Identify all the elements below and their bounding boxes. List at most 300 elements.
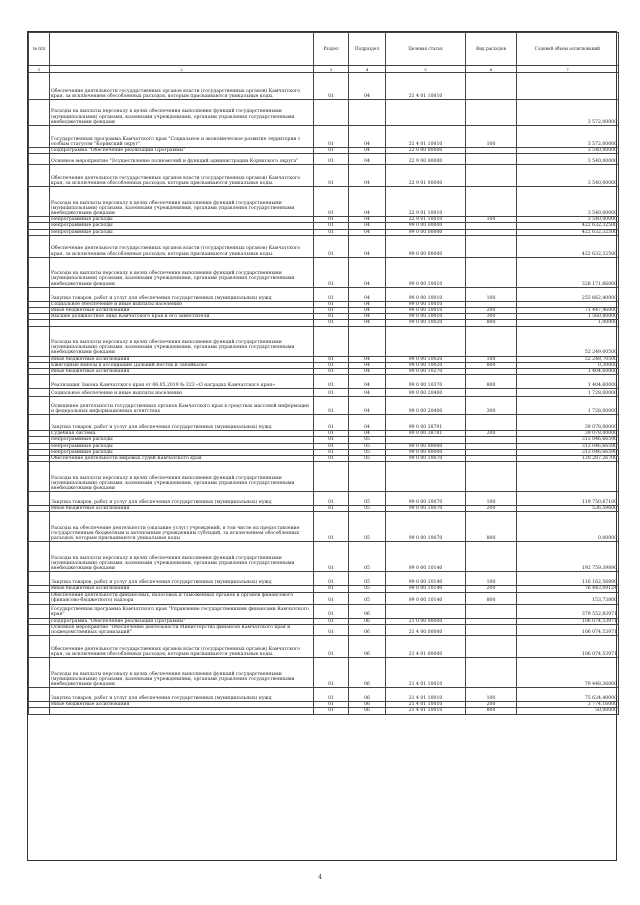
cell-target: 99 0 00 10070 (386, 456, 466, 462)
cell-amount: 52 249,00500 (517, 326, 619, 356)
header-row (29, 33, 619, 66)
cell-subsection: 05 (349, 586, 386, 592)
cell-expense-type: 800 (466, 362, 517, 368)
cell-name: Подпрограмма "Обеспечение реализации Программы" (50, 618, 314, 624)
cell-name: Расходы на выплаты персоналу в целях обеспечения выполнения функций государственными (муниципальными) органами, казенными учреждениями, органами управления государственными внебюджетными фондами (50, 542, 314, 572)
cell-subsection: 05 (349, 506, 386, 512)
cell-target: 99 0 00 00000 (386, 449, 466, 455)
cell-subsection: 04 (349, 217, 386, 223)
cell-target: 99 0 00 10270 (386, 369, 466, 375)
cell-subsection: 05 (349, 456, 386, 462)
cell-target: 99 0 00 20400 (386, 389, 466, 397)
cell-name: Расходы на выплаты персоналу в целях обеспечения выполнения функций государственными (муниципальными) органами, казенными учреждениями, органами управления государственными внебюджетными фондами (50, 462, 314, 492)
cell-expense-type (466, 326, 517, 356)
cell-expense-type (466, 542, 517, 572)
cell-amount: 1 560,80000 (517, 314, 619, 320)
cell-expense-type: 800 (466, 320, 517, 326)
cell-name: Иные бюджетные ассигнования (50, 586, 314, 592)
cell-subsection: 04 (349, 257, 386, 287)
cell-name: Расходы на обеспечение деятельности (оказание услуг) учреждений, в том числе на предоставление государственным бюджетным и автономным учреждениям субсидий, за исключением обособленных расходов, которым присваиваются уникальные коды (50, 512, 314, 542)
cell-name (50, 708, 314, 714)
table-row (29, 542, 619, 572)
cell-section: 01 (314, 229, 349, 235)
cell-no (29, 235, 50, 257)
cell-expense-type (466, 73, 517, 100)
cell-section: 01 (314, 235, 349, 257)
cell-target: 22 9 01 10010 (386, 187, 466, 217)
header-subsection: Подраздел (349, 33, 386, 66)
cell-name: Закупка товаров, работ и услуг для обеспечения государственных (муниципальных) нужд (50, 492, 314, 506)
cell-no (29, 462, 50, 492)
cell-amount: 313 046,66590 (517, 449, 619, 455)
table-row (29, 154, 619, 165)
cell-section: 01 (314, 126, 349, 148)
cell-name: Непрограммные расходы (50, 437, 314, 443)
cell-amount: 536,59600 (517, 506, 619, 512)
cell-expense-type: 800 (466, 512, 517, 542)
cell-name: Социальное обеспечение и иные выплаты населению (50, 389, 314, 397)
cell-name: Закупка товаров, работ и услуг для обеспечения государственных (муниципальных) нужд (50, 287, 314, 301)
cell-subsection (349, 326, 386, 356)
cell-name: Обеспечение деятельности государственных органов власти (государственных органов) Камчатского края, за исключением обособленных расходов, которым присваиваются уникальные коды. (50, 636, 314, 658)
cell-no (29, 257, 50, 287)
cell-subsection: 04 (349, 223, 386, 229)
cell-section: 01 (314, 492, 349, 506)
cell-section: 01 (314, 308, 349, 314)
table-row (29, 636, 619, 658)
cell-amount: 328 171,66000 (517, 257, 619, 287)
cell-subsection: 05 (349, 592, 386, 604)
cell-amount: 71 447,46000 (517, 308, 619, 314)
cell-no (29, 708, 50, 714)
cell-amount: 3 572,00000 (517, 126, 619, 148)
cell-amount: 76 443,09124 (517, 586, 619, 592)
cell-no (29, 415, 50, 431)
cell-expense-type: 100 (466, 688, 517, 702)
cell-amount: 313 046,66590 (517, 443, 619, 449)
cell-amount: 3 540,00000 (517, 187, 619, 217)
cell-name: Судебная система (50, 431, 314, 437)
cell-section: 01 (314, 618, 349, 624)
cell-target (386, 462, 466, 492)
cell-amount: 52 248,70500 (517, 356, 619, 362)
cell-name: Иные бюджетные ассигнования (50, 506, 314, 512)
cell-amount: 1 404,60000 (517, 369, 619, 375)
cell-section: 01 (314, 314, 349, 320)
cell-subsection: 04 (349, 369, 386, 375)
cell-expense-type: 100 (466, 126, 517, 148)
cell-target: 99 0 00 00000 (386, 443, 466, 449)
cell-name: Обеспечение деятельности финансовых, налоговых и таможенных органов и органов финансового (финансово-бюджетного) надзора (50, 592, 314, 604)
cell-subsection: 04 (349, 126, 386, 148)
cell-expense-type: 100 (466, 287, 517, 301)
cell-section: 01 (314, 154, 349, 165)
cell-section: 01 (314, 636, 349, 658)
cell-subsection: 04 (349, 356, 386, 362)
cell-name: Непрограммные расходы (50, 229, 314, 235)
cell-no (29, 492, 50, 506)
cell-section: 01 (314, 301, 349, 307)
table-row (29, 462, 619, 492)
cell-section: 01 (314, 456, 349, 462)
cell-section: 01 (314, 688, 349, 702)
cell-no (29, 165, 50, 187)
cell-expense-type (466, 389, 517, 397)
cell-subsection: 04 (349, 154, 386, 165)
cell-name: Иные бюджетные ассигнования (50, 308, 314, 314)
cell-amount: 1 728,00000 (517, 397, 619, 415)
cell-section: 01 (314, 362, 349, 368)
cell-section: 01 (314, 397, 349, 415)
cell-target: 99 0 00 10010 (386, 287, 466, 301)
cell-expense-type (466, 257, 517, 287)
col-num-4: 4 (349, 66, 386, 73)
cell-target (386, 326, 466, 356)
cell-name: Непрограммные расходы (50, 449, 314, 455)
cell-amount: 379 552,83971 (517, 604, 619, 618)
cell-amount: 116 162,56890 (517, 572, 619, 586)
col-num-2: 2 (50, 66, 314, 73)
cell-section: 01 (314, 542, 349, 572)
cell-expense-type: 300 (466, 397, 517, 415)
cell-section: 01 (314, 592, 349, 604)
cell-no (29, 636, 50, 658)
cell-target: 99 0 00 10020 (386, 362, 466, 368)
cell-expense-type: 200 (466, 308, 517, 314)
header-amount: Годовой объем ассигнований (517, 33, 619, 66)
page-number: 4 (318, 874, 322, 881)
cell-amount (517, 462, 619, 492)
cell-subsection: 05 (349, 449, 386, 455)
cell-amount: 153,73800 (517, 592, 619, 604)
table-row (29, 415, 619, 431)
cell-target: 99 0 00 10020 (386, 356, 466, 362)
cell-target: 99 0 00 20400 (386, 397, 466, 415)
budget-table-page (27, 31, 617, 861)
cell-name: Подпрограмма "Обеспечение реализации Программы" (50, 148, 314, 154)
cell-section: 01 (314, 73, 349, 100)
cell-subsection: 06 (349, 702, 386, 708)
cell-expense-type: 200 (466, 702, 517, 708)
cell-target: 99 0 00 38701 (386, 431, 466, 437)
cell-section: 01 (314, 389, 349, 397)
cell-section: 01 (314, 443, 349, 449)
cell-amount: 192 759,39890 (517, 542, 619, 572)
header-target: Целевая статья (386, 33, 466, 66)
table-row (29, 287, 619, 301)
cell-section: 01 (314, 257, 349, 287)
cell-target (386, 100, 466, 126)
cell-section: 01 (314, 415, 349, 431)
cell-expense-type: 100 (466, 492, 517, 506)
cell-expense-type: 200 (466, 586, 517, 592)
cell-no (29, 389, 50, 397)
cell-amount: 255 662,40000 (517, 287, 619, 301)
cell-expense-type (466, 187, 517, 217)
cell-expense-type: 100 (466, 572, 517, 586)
table-row (29, 624, 619, 635)
cell-expense-type (466, 415, 517, 431)
cell-expense-type: 100 (466, 217, 517, 223)
cell-no (29, 126, 50, 148)
cell-section: 01 (314, 356, 349, 362)
cell-subsection: 04 (349, 235, 386, 257)
cell-no (29, 572, 50, 586)
table-row (29, 397, 619, 415)
cell-expense-type (466, 235, 517, 257)
cell-expense-type: 800 (466, 708, 517, 714)
cell-section: 01 (314, 375, 349, 389)
table-body (29, 73, 619, 715)
cell-target (386, 604, 466, 618)
cell-subsection: 06 (349, 658, 386, 688)
column-number-row (29, 66, 619, 73)
table-row (29, 708, 619, 714)
cell-amount: 39 078,00000 (517, 415, 619, 431)
cell-subsection: 05 (349, 437, 386, 443)
cell-name: Непрограммные расходы (50, 443, 314, 449)
cell-section: 01 (314, 217, 349, 223)
cell-target: 22 9 01 10010 (386, 217, 466, 223)
cell-amount: 75 624,40000 (517, 688, 619, 702)
table-row (29, 512, 619, 542)
table-row (29, 235, 619, 257)
cell-subsection: 06 (349, 624, 386, 635)
cell-target: 99 0 00 10070 (386, 512, 466, 542)
table-row (29, 73, 619, 100)
cell-no (29, 397, 50, 415)
table-row (29, 257, 619, 287)
cell-expense-type (466, 462, 517, 492)
cell-section: 01 (314, 658, 349, 688)
cell-section: 01 (314, 586, 349, 592)
cell-target: 99 0 00 10010 (386, 308, 466, 314)
cell-subsection: 04 (349, 301, 386, 307)
cell-amount: 106 074,53971 (517, 636, 619, 658)
cell-amount: 0,00000 (517, 512, 619, 542)
table-row (29, 658, 619, 688)
cell-amount: 313 046,66590 (517, 437, 619, 443)
cell-subsection: 04 (349, 73, 386, 100)
table-row (29, 165, 619, 187)
cell-section: 01 (314, 431, 349, 437)
cell-no (29, 326, 50, 356)
cell-section: 01 (314, 187, 349, 217)
cell-subsection (349, 100, 386, 126)
cell-expense-type (466, 604, 517, 618)
cell-amount: 120 287,26700 (517, 456, 619, 462)
cell-amount: 119 750,67100 (517, 492, 619, 506)
cell-section: 01 (314, 604, 349, 618)
cell-subsection: 04 (349, 229, 386, 235)
cell-subsection: 05 (349, 542, 386, 572)
cell-subsection: 05 (349, 572, 386, 586)
cell-name: Обеспечение деятельности государственных органов власти (государственных органов) Камчатского края, за исключением обособленных расходов, которым присваиваются уникальные коды. (50, 165, 314, 187)
cell-target: 21 0 00 00000 (386, 618, 466, 624)
cell-amount: 1 404,60000 (517, 375, 619, 389)
cell-name: Закупка товаров, работ и услуг для обеспечения государственных (муниципальных) нужд (50, 572, 314, 586)
cell-amount: 106 074,53971 (517, 618, 619, 624)
cell-section: 01 (314, 624, 349, 635)
cell-amount: 3 774,16000 (517, 702, 619, 708)
cell-target: 99 0 00 10070 (386, 492, 466, 506)
cell-target: 99 0 00 00000 (386, 235, 466, 257)
cell-no (29, 604, 50, 618)
table-row (29, 187, 619, 217)
cell-section: 01 (314, 287, 349, 301)
cell-name: Реализация Закона Камчатского края от 06.05.2019 № 323 «О наградах Камчатского края» (50, 375, 314, 389)
cell-no (29, 375, 50, 389)
cell-target: 21 4 01 10010 (386, 126, 466, 148)
header-section: Раздел (314, 33, 349, 66)
cell-no (29, 624, 50, 635)
cell-amount: 3 540,00000 (517, 165, 619, 187)
cell-target: 21 4 01 10010 (386, 702, 466, 708)
cell-no (29, 100, 50, 126)
cell-subsection: 05 (349, 512, 386, 542)
cell-expense-type: 300 (466, 314, 517, 320)
cell-name: Расходы на выплаты персоналу в целях обеспечения выполнения функций государственными (муниципальными) органами, казенными учреждениями, органами управления государственными внебюджетными фондами (50, 326, 314, 356)
cell-subsection: 04 (349, 148, 386, 154)
cell-target: 99 0 00 00000 (386, 229, 466, 235)
cell-amount: 422 632,32500 (517, 235, 619, 257)
cell-target: 99 0 00 10140 (386, 592, 466, 604)
cell-name: Государственная программа Камчатского края "Социальное и экономическое развитие территории с особым статусом "Корякский округ" (50, 126, 314, 148)
table-row (29, 389, 619, 397)
cell-subsection: 06 (349, 708, 386, 714)
cell-subsection: 04 (349, 308, 386, 314)
cell-subsection: 04 (349, 415, 386, 431)
cell-expense-type (466, 658, 517, 688)
cell-name: Государственная программа Камчатского края "Управление государственными финансами Камчатского края" (50, 604, 314, 618)
cell-subsection: 04 (349, 375, 386, 389)
cell-subsection: 06 (349, 618, 386, 624)
cell-expense-type (466, 165, 517, 187)
cell-target: 21 4 01 10010 (386, 688, 466, 702)
cell-expense-type (466, 624, 517, 635)
cell-section: 01 (314, 449, 349, 455)
cell-name: Высшее должностное лицо Камчатского края и его заместители (50, 314, 314, 320)
cell-expense-type: 100 (466, 356, 517, 362)
table-row (29, 375, 619, 389)
cell-target: 99 0 00 10140 (386, 586, 466, 592)
cell-name: Непрограммные расходы (50, 217, 314, 223)
cell-no (29, 73, 50, 100)
cell-subsection: 04 (349, 187, 386, 217)
cell-target: 99 0 00 10140 (386, 572, 466, 586)
cell-amount: 3 540,00000 (517, 154, 619, 165)
cell-target: 22 9 01 00000 (386, 165, 466, 187)
cell-expense-type (466, 100, 517, 126)
cell-expense-type: 800 (466, 375, 517, 389)
cell-expense-type (466, 636, 517, 658)
cell-name: Социальное обеспечение и иные выплаты населению (50, 301, 314, 307)
cell-target: 99 0 00 38701 (386, 415, 466, 431)
cell-section: 01 (314, 369, 349, 375)
cell-target: 99 0 00 10020 (386, 320, 466, 326)
cell-target: 21 4 00 00000 (386, 624, 466, 635)
cell-name: Иные бюджетные ассигнования (50, 356, 314, 362)
table-row (29, 592, 619, 604)
cell-name: Расходы на выплаты персоналу в целях обеспечения выполнения функций государственными (муниципальными) органами, казенными учреждениями, органами управления государственными внебюджетными фондами (50, 257, 314, 287)
cell-target: 22 9 00 00000 (386, 154, 466, 165)
cell-amount: 1,00000 (517, 320, 619, 326)
cell-section: 01 (314, 708, 349, 714)
cell-no (29, 187, 50, 217)
cell-section: 01 (314, 702, 349, 708)
header-no: № п/п (29, 33, 50, 66)
cell-no (29, 592, 50, 604)
cell-amount: 3 540,00000 (517, 148, 619, 154)
col-num-7: 7 (517, 66, 619, 73)
cell-expense-type: 200 (466, 431, 517, 437)
cell-target: 99 0 00 10140 (386, 542, 466, 572)
cell-subsection: 04 (349, 431, 386, 437)
cell-no (29, 287, 50, 301)
cell-name: Освещение деятельности государственных органов Камчатского края в средствах массовой информации и федеральных информационных агентствах (50, 397, 314, 415)
cell-subsection (349, 462, 386, 492)
cell-section: 01 (314, 437, 349, 443)
cell-subsection: 04 (349, 389, 386, 397)
cell-subsection: 04 (349, 287, 386, 301)
cell-amount: 79 448,36000 (517, 658, 619, 688)
cell-subsection: 05 (349, 492, 386, 506)
cell-subsection: 04 (349, 320, 386, 326)
cell-no (29, 688, 50, 702)
cell-amount (517, 73, 619, 100)
table-row (29, 572, 619, 586)
cell-name: Основное мероприятие "Обеспечение деятельности Министерства финансов Камчатского края и подведомственных организаций" (50, 624, 314, 635)
cell-section: 01 (314, 165, 349, 187)
cell-amount: 3 572,00000 (517, 100, 619, 126)
cell-amount: 422 632,32500 (517, 229, 619, 235)
cell-amount: 1 728,00000 (517, 389, 619, 397)
cell-section: 01 (314, 512, 349, 542)
cell-name: Иные бюджетные ассигнования (50, 702, 314, 708)
cell-target: 99 0 00 10370 (386, 375, 466, 389)
cell-name: Закупка товаров, работ и услуг для обеспечения государственных (муниципальных) нужд (50, 415, 314, 431)
cell-subsection: 04 (349, 314, 386, 320)
cell-no (29, 658, 50, 688)
cell-target: 22 0 00 00000 (386, 148, 466, 154)
cell-amount: 106 074,53971 (517, 624, 619, 635)
cell-section (314, 326, 349, 356)
cell-target: 21 4 01 10010 (386, 658, 466, 688)
col-num-6: 6 (466, 66, 517, 73)
cell-section: 01 (314, 223, 349, 229)
cell-name: Обеспечение деятельности государственных органов власти (государственных органов) Камчатского края, за исключением обособленных расходов, которым присваиваются уникальные коды. (50, 73, 314, 100)
cell-target: 99 0 00 10070 (386, 506, 466, 512)
cell-amount: 3 540,00000 (517, 217, 619, 223)
cell-target: 99 0 00 10010 (386, 301, 466, 307)
cell-target: 21 4 01 10010 (386, 708, 466, 714)
cell-subsection: 04 (349, 165, 386, 187)
cell-section (314, 100, 349, 126)
cell-amount: 0,30000 (517, 362, 619, 368)
cell-section: 01 (314, 506, 349, 512)
cell-subsection: 06 (349, 604, 386, 618)
cell-section (314, 462, 349, 492)
cell-amount: 39 078,00000 (517, 431, 619, 437)
cell-section: 01 (314, 572, 349, 586)
cell-name: Обеспечение деятельности мировых судей Камчатского края (50, 456, 314, 462)
cell-name: Расходы на выплаты персоналу в целях обеспечения выполнения функций государственными (муниципальными) органами, казенными учреждениями, органами управления государственными внебюджетными фондами (50, 187, 314, 217)
cell-name: Основное мероприятие "Осуществление полномочий и функций администрации Корякского округа" (50, 154, 314, 165)
cell-amount: 422 632,32500 (517, 223, 619, 229)
cell-no (29, 154, 50, 165)
cell-subsection: 05 (349, 443, 386, 449)
cell-section: 01 (314, 320, 349, 326)
